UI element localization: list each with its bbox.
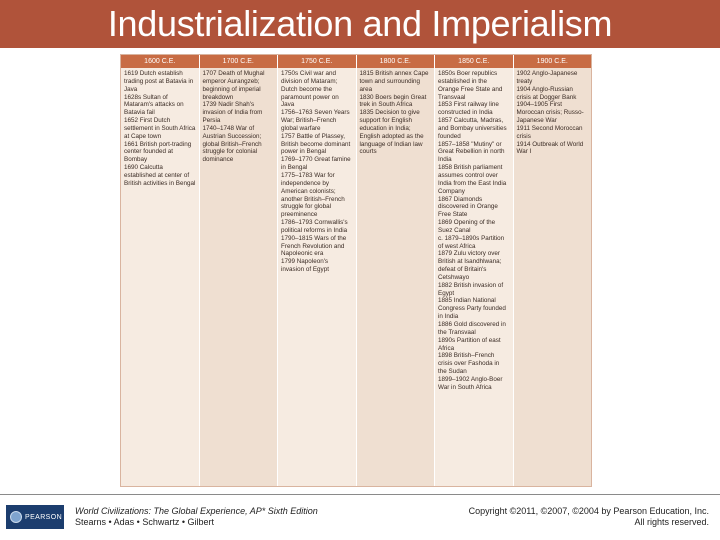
timeline-entry: 1850s Boer republics established in the Orange Free State and Transvaal (438, 70, 503, 101)
title-bar (0, 0, 720, 48)
timeline-column-1800 (357, 68, 436, 487)
timeline-entry: 1899–1902 Anglo-Boer War in South Africa (438, 375, 503, 391)
timeline-entry: 1890s Partition of east Africa (438, 336, 501, 352)
timeline-entry: 1756–1763 Seven Years War; British–French global warfare (281, 109, 350, 132)
timeline-entry: 1750s Civil war and division of Mataram; Dutch become the paramount power on Java (281, 70, 339, 109)
copyright-text: Copyright ©2011, ©2007, ©2004 by Pearson Education, Inc. (468, 506, 709, 516)
timeline-chart (120, 54, 592, 487)
era-label-1800: 1800 C.E. (357, 55, 436, 68)
timeline-entry: 1830 Boers begin Great trek in South Africa (359, 93, 427, 109)
timeline-entry: 1886 Gold discovered in the Transvaal (438, 321, 506, 336)
timeline-entry: 1769–1770 Great famine in Bengal (281, 156, 351, 172)
timeline-entry: 1869 Opening of the Suez Canal (438, 219, 496, 234)
timeline-column-1900 (514, 68, 592, 487)
timeline-entry: 1815 British annex Cape town and surrounding area (359, 70, 429, 93)
timeline-entry: 1628s Sultan of Mataram's attacks on Batavia fail (124, 93, 184, 117)
timeline-entry: 1707 Death of Mughal emperor Aurangzeb; beginning of imperial breakdown (202, 70, 265, 101)
era-label-1850: 1850 C.E. (435, 55, 514, 68)
timeline-column-1850 (435, 68, 514, 487)
timeline-entry: 1867 Diamonds discovered in Orange Free State (438, 195, 498, 219)
footer-book-info (75, 506, 318, 528)
timeline-entry: 1739 Nadir Shah's invasion of India from Persia (202, 101, 263, 125)
rights-text: All rights reserved. (634, 517, 709, 527)
timeline-entry: 1799 Napoleon's invasion of Egypt (281, 258, 329, 274)
timeline-column-1700 (200, 68, 279, 487)
book-title: World Civilizations: The Global Experience, AP* Sixth Edition (75, 506, 318, 516)
timeline-entry: 1911 Second Moroccan crisis (516, 124, 583, 140)
pearson-logo-icon (10, 511, 22, 523)
timeline-entry: 1786–1793 Cornwallis's political reforms in India (281, 219, 348, 234)
timeline-entry: 1858 British parliament assumes control over India from the East India Company (438, 164, 507, 195)
timeline-entry: 1757 Battle of Plassey, British become dominant power in Bengal (281, 132, 351, 156)
timeline-entry: 1882 British invasion of Egypt (438, 281, 504, 297)
timeline-entry: 1690 Calcutta established at center of British activities in Bengal (124, 164, 196, 187)
era-label-1600: 1600 C.E. (121, 55, 200, 68)
timeline-body (121, 68, 591, 487)
timeline-entry: 1619 Dutch establish trading post at Batavia in Java (124, 70, 194, 93)
timeline-entry: 1857 Calcutta, Madras, and Bombay universities founded (438, 117, 507, 140)
timeline-entry: 1740–1748 War of Austrian Succession; global British–French struggle for colonial dominance (202, 124, 262, 164)
timeline-entry: c. 1879–1890s Partition of west Africa (438, 234, 505, 250)
footer-divider (0, 494, 720, 495)
pearson-logo-text: PEARSON (25, 513, 63, 521)
timeline-column-1600 (121, 68, 200, 487)
timeline-entry: 1775–1783 War for independence by American colonists; another British–French struggle for global preeminence (281, 171, 345, 219)
book-authors: Stearns • Adas • Schwartz • Gilbert (75, 517, 215, 527)
era-label-1700: 1700 C.E. (200, 55, 279, 68)
timeline-entry: 1904–1905 First Moroccan crisis; Russo-Japanese War (516, 101, 584, 125)
timeline-entry: 1790–1815 Wars of the French Revolution and Napoleonic era (281, 234, 347, 258)
footer-copyright (469, 506, 709, 528)
timeline-entry: 1661 British port-trading center founded at Bombay (124, 140, 192, 164)
era-label-1750: 1750 C.E. (278, 55, 357, 68)
pearson-logo (6, 505, 64, 529)
timeline-entry: 1904 Anglo-Russian crisis at Dogger Bank (516, 85, 577, 101)
timeline-entry: 1885 Indian National Congress Party founded in India (438, 297, 506, 321)
timeline-entry: 1879 Zulu victory over British at Isandhlwana; defeat of Britain's Cetshwayo (438, 250, 502, 281)
timeline-header (121, 55, 591, 68)
timeline-entry: 1914 Outbreak of World War I (516, 140, 584, 156)
timeline-column-1750 (278, 68, 357, 487)
timeline-entry: 1902 Anglo-Japanese treaty (516, 70, 578, 85)
timeline-entry: 1898 British–French crisis over Fashoda in the Sudan (438, 352, 500, 376)
timeline-entry: 1857–1858 "Mutiny" or Great Rebellion in north India (438, 140, 505, 164)
timeline-entry: 1853 First railway line constructed in India (438, 101, 499, 117)
era-label-1900: 1900 C.E. (536, 58, 568, 65)
timeline-entry: 1652 First Dutch settlement in South Africa at Cape town (124, 117, 196, 140)
timeline-entry: 1835 Decision to give support for English education in India; English adopted as the language of Indian law courts (359, 109, 424, 156)
slide-title: Industrialization and Imperialism (107, 3, 613, 44)
